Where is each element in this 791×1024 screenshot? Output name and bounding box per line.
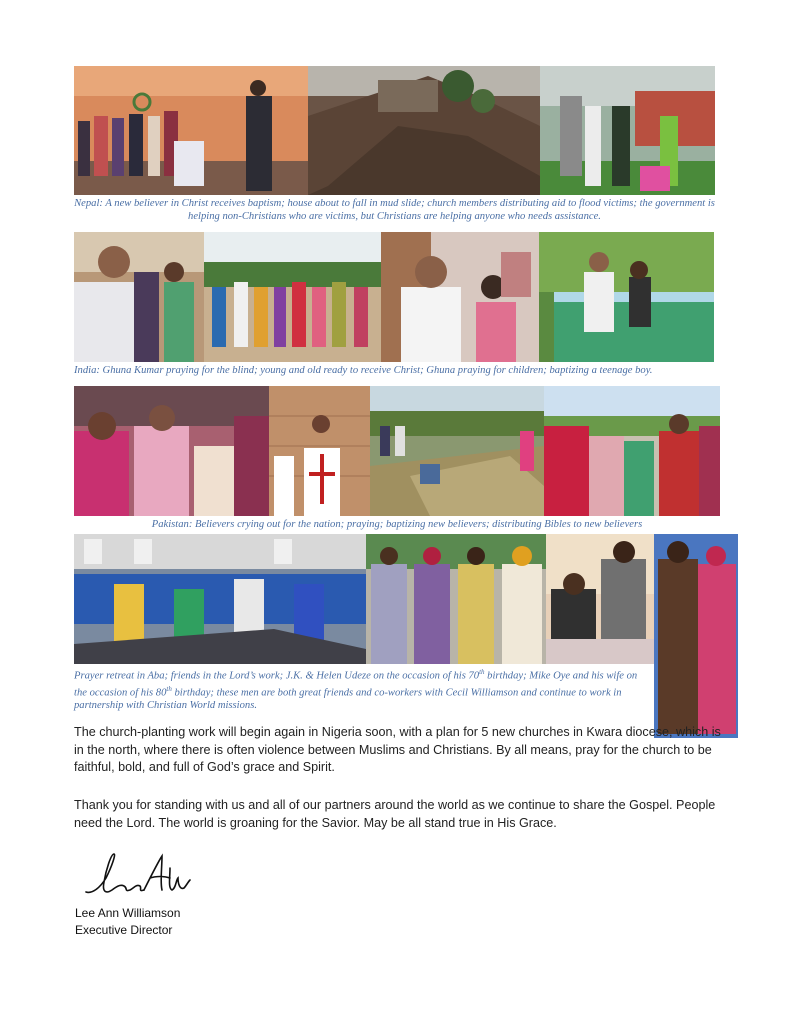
photo-india-crowd — [204, 232, 381, 362]
signature-title: Executive Director — [75, 923, 173, 937]
photo-india-praying-blind — [74, 232, 204, 362]
signature-name: Lee Ann Williamson — [75, 906, 181, 920]
caption-nigeria-part2: birthday; Mike Oye and his wife on the occasion of his 80 — [74, 670, 638, 699]
caption-pakistan: Pakistan: Believers crying out for the nation; praying; baptizing new believers; distributing Bibles to new believers — [151, 519, 643, 530]
caption-nigeria-sup1: th — [479, 668, 485, 676]
photo-nigeria-oye — [654, 534, 738, 738]
photo-pakistan-praying — [269, 386, 370, 516]
photo-nepal-aid — [540, 66, 715, 195]
photo-pakistan-bibles — [544, 386, 720, 516]
caption-nepal: Nepal: A new believer in Christ receives baptism; house about to fall in mud slide; church members distributing aid to flood victims; the government is helping non-Christians who are victims, but Christians are helping anyone who needs assistance. — [74, 198, 715, 222]
signature-image — [78, 848, 193, 900]
caption-nigeria-part1: Prayer retreat in Aba; friends in the Lord’s work; J.K. & Helen Udeze on the occasion of his 70 — [74, 670, 480, 682]
photo-india-baptism — [539, 232, 714, 362]
photo-nepal-baptism — [74, 66, 308, 195]
photo-nepal-mudslide — [308, 66, 540, 195]
photo-pakistan-baptizing — [370, 386, 544, 516]
caption-nigeria-part3: birthday; these men are both great friends and co-workers with Cecil Williamson and continue to work in partnership with Christian World missions. — [74, 687, 622, 712]
photo-nigeria-friends — [366, 534, 546, 664]
photo-nigeria-prayer-retreat — [74, 534, 366, 664]
caption-india: India: Ghuna Kumar praying for the blind; young and old ready to receive Christ; Ghuna praying for children; baptizing a teenage boy. — [74, 365, 653, 376]
photo-india-children — [381, 232, 539, 362]
caption-nigeria — [74, 666, 650, 712]
paragraph-nigeria-church-planting: The church-planting work will begin again in Nigeria soon, with a plan for 5 new churches in Kwara diocese, which is in the north, where there is often violence between Muslims and Christians. By all means, pray for the church to be faithful, bold, and full of God’s grace and Spirit. — [74, 725, 721, 774]
paragraph-thank-you: Thank you for standing with us and all of our partners around the world as we continue to share the Gospel. People need the Lord. The world is groaning for the Savior. May be all stand true in His Grace. — [74, 798, 716, 830]
caption-nigeria-sup2: th — [166, 684, 172, 693]
photo-pakistan-crying-out — [74, 386, 269, 516]
photo-nigeria-udeze — [546, 534, 654, 664]
